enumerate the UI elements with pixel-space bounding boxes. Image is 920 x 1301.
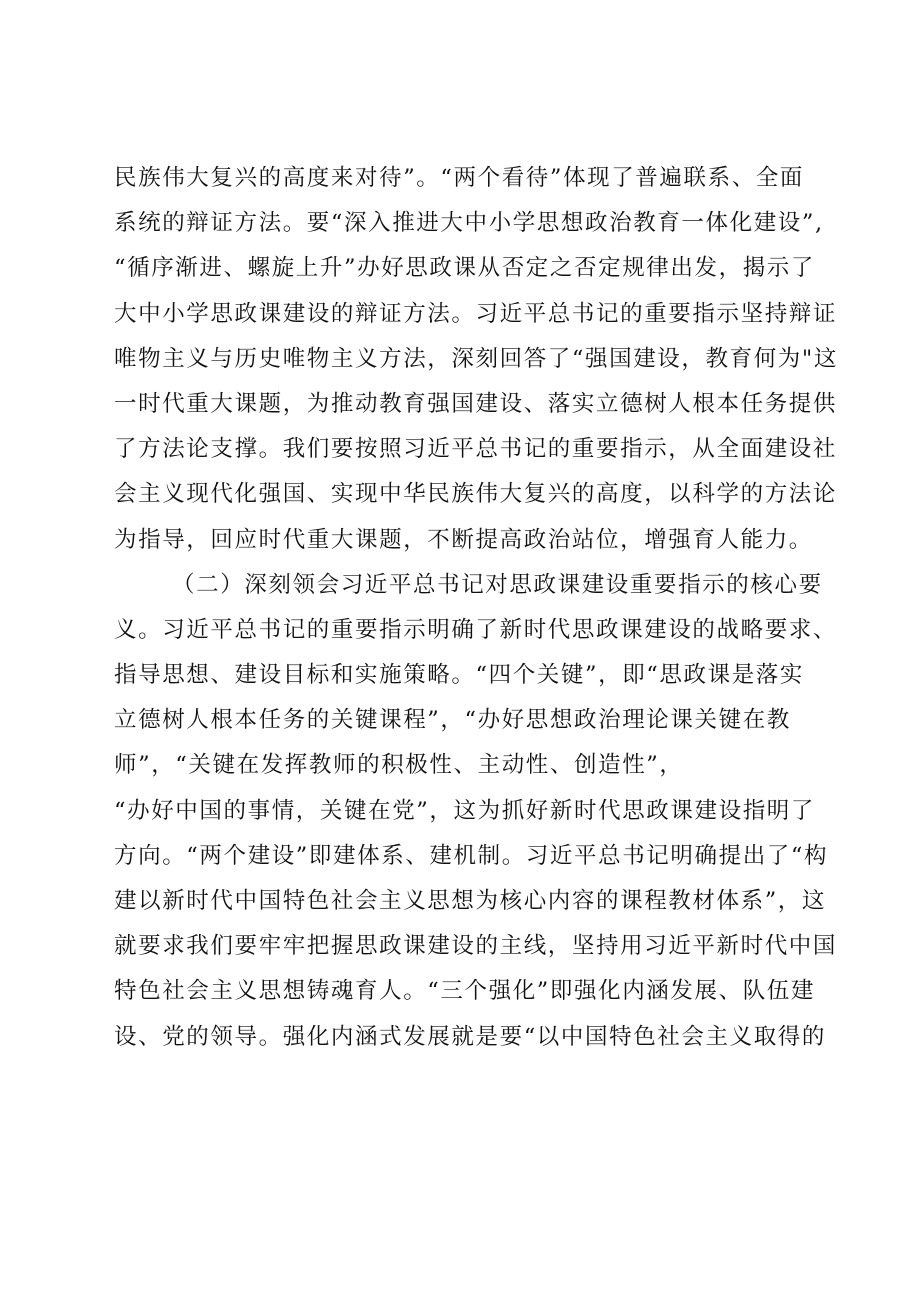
text-line: 民族伟大复兴的高度来对待”。“两个看待”体现了普遍联系、全面 <box>114 165 805 191</box>
text-line: 就要求我们要牢牢把握思政课建设的主线，坚持用习近平新时代中国 <box>114 933 838 960</box>
text-line: 会主义现代化强国、实现中华民族伟大复兴的高度，以科学的方法论 <box>114 481 838 508</box>
text-line: 大中小学思政课建设的辩证方法。习近平总书记的重要指示坚持辩证 <box>114 300 838 327</box>
text-line: 设、党的领导。强化内涵式发展就是要“以中国特色社会主义取得的 <box>114 1023 827 1050</box>
section-heading-line: （二）深刻领会习近平总书记对思政课建设重要指示的核心要 <box>172 571 823 598</box>
text-line: 系统的辩证方法。要“深入推进大中小学思想政治教育一体化建设”, <box>114 210 824 237</box>
text-line: 特色社会主义思想铸魂育人。“三个强化”即强化内涵发展、队伍建 <box>114 978 816 1005</box>
text-line: 了方法论支撑。我们要按照习近平总书记的重要指示，从全面建设社 <box>114 436 838 463</box>
text-line: 一时代重大课题，为推动教育强国建设、落实立德树人根本任务提供 <box>114 390 838 417</box>
text-line: 立德树人根本任务的关键课程”，“办好思想政治理论课关键在教 <box>114 707 791 734</box>
text-line: 义。习近平总书记的重要指示明确了新时代思政课建设的战略要求、 <box>114 616 838 643</box>
body-text <box>114 156 838 1060</box>
text-line: 方向。“两个建设”即建体系、建机制。习近平总书记明确提出了“构 <box>114 842 829 869</box>
text-line: “循序渐进、螺旋上升”办好思政课从否定之否定规律出发，揭示了 <box>114 255 816 282</box>
text-line: 建以新时代中国特色社会主义思想为核心内容的课程教材体系”，这 <box>114 888 827 914</box>
text-line: 为指导，回应时代重大课题，不断提高政治站位，增强育人能力。 <box>114 526 813 553</box>
text-line: 唯物主义与历史唯物主义方法，深刻回答了“强国建设，教育何为"这 <box>114 345 838 372</box>
text-line: 师”，“关键在发挥教师的积极性、主动性、创造性”， <box>114 752 684 779</box>
text-line: “办好中国的事情，关键在党”，这为抓好新时代思政课建设指明了 <box>114 797 816 824</box>
text-line: 指导思想、建设目标和实施策略。“四个关键”，即“思政课是落实 <box>114 662 805 689</box>
